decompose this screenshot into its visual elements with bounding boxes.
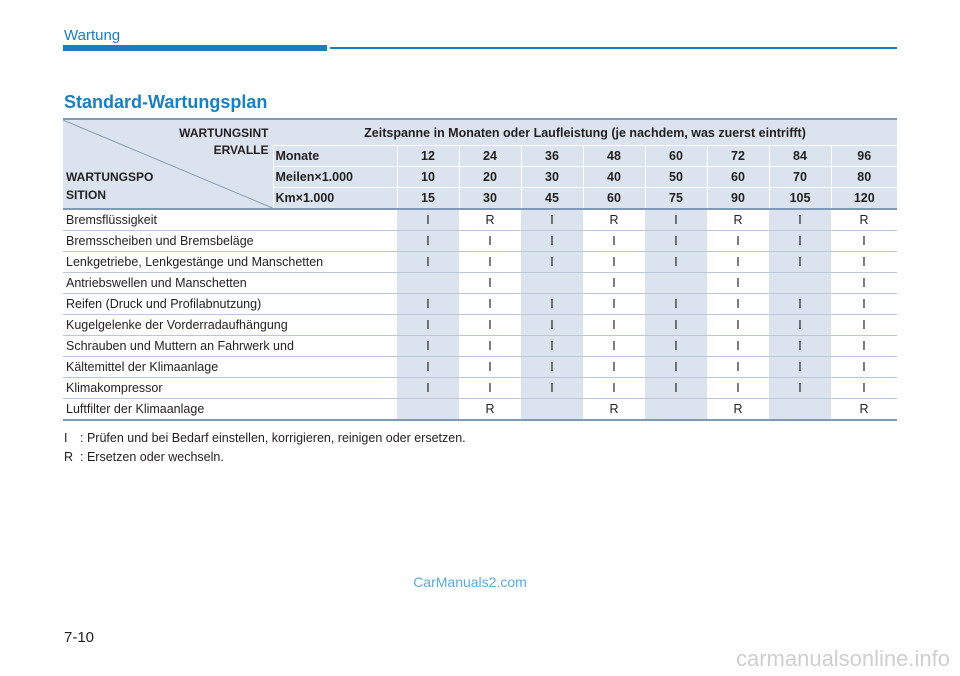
interval-value: 80 [831, 167, 897, 188]
maintenance-action-cell: I [397, 315, 459, 336]
interval-value: 70 [769, 167, 831, 188]
maintenance-table [63, 118, 897, 421]
maintenance-action-cell: I [707, 357, 769, 378]
maintenance-action-cell: I [707, 315, 769, 336]
maintenance-action-cell: R [831, 209, 897, 231]
maintenance-action-cell: I [707, 231, 769, 252]
maintenance-action-cell: I [397, 336, 459, 357]
maintenance-action-cell: R [459, 209, 521, 231]
maintenance-action-cell: I [397, 231, 459, 252]
maintenance-action-cell: I [521, 315, 583, 336]
interval-value: 15 [397, 188, 459, 210]
maintenance-action-cell: R [459, 399, 521, 421]
maintenance-action-cell: I [831, 252, 897, 273]
interval-value: 20 [459, 167, 521, 188]
maintenance-action-cell: I [645, 357, 707, 378]
maintenance-action-cell: R [707, 399, 769, 421]
interval-value: 40 [583, 167, 645, 188]
maintenance-action-cell: I [459, 315, 521, 336]
maintenance-action-cell: I [459, 357, 521, 378]
interval-value: 36 [521, 146, 583, 167]
maintenance-action-cell: R [831, 399, 897, 421]
maintenance-action-cell: I [769, 252, 831, 273]
interval-span-header: Zeitspanne in Monaten oder Laufleistung (je nachdem, was zuerst eintrifft) [273, 119, 897, 146]
maintenance-action-cell: I [397, 294, 459, 315]
table-row [63, 336, 897, 357]
maintenance-action-cell [645, 399, 707, 421]
section-label: Wartung [64, 27, 121, 44]
maintenance-action-cell: I [769, 315, 831, 336]
maintenance-action-cell: I [707, 252, 769, 273]
maintenance-action-cell: I [769, 231, 831, 252]
table-row [63, 231, 897, 252]
table-row [63, 378, 897, 399]
header-rule-thin [330, 47, 897, 49]
table-row [63, 209, 897, 231]
maintenance-action-cell: I [645, 336, 707, 357]
maintenance-item-name: Kugelgelenke der Vorderradaufhängung [63, 315, 397, 336]
interval-value: 60 [707, 167, 769, 188]
table-row [63, 315, 897, 336]
interval-value: 60 [583, 188, 645, 210]
interval-value: 60 [645, 146, 707, 167]
maintenance-action-cell: I [769, 336, 831, 357]
interval-value: 30 [459, 188, 521, 210]
maintenance-action-cell: I [459, 231, 521, 252]
maintenance-action-cell [769, 399, 831, 421]
table-row [63, 273, 897, 294]
maintenance-action-cell [397, 399, 459, 421]
interval-value: 84 [769, 146, 831, 167]
maintenance-action-cell: R [583, 209, 645, 231]
maintenance-action-cell [397, 273, 459, 294]
maintenance-action-cell: I [645, 315, 707, 336]
maintenance-action-cell: I [831, 273, 897, 294]
maintenance-action-cell: I [583, 315, 645, 336]
maintenance-item-name: Antriebswellen und Manschetten [63, 273, 397, 294]
table-row [63, 399, 897, 421]
maintenance-item-name: Luftfilter der Klimaanlage [63, 399, 397, 421]
legend-key: R [64, 450, 74, 464]
interval-row-label: Meilen×1.000 [273, 167, 397, 188]
maintenance-action-cell: I [459, 336, 521, 357]
maintenance-action-cell: R [583, 399, 645, 421]
maintenance-action-cell: I [831, 294, 897, 315]
maintenance-action-cell: I [769, 378, 831, 399]
maintenance-action-cell: I [583, 336, 645, 357]
maintenance-action-cell: I [831, 336, 897, 357]
maintenance-action-cell: I [645, 378, 707, 399]
maintenance-action-cell [521, 273, 583, 294]
maintenance-item-name: Bremsscheiben und Bremsbeläge [63, 231, 397, 252]
interval-row-label: Monate [273, 146, 397, 167]
legend-item-i [64, 431, 466, 445]
maintenance-action-cell: I [583, 378, 645, 399]
maintenance-item-name: Schrauben und Muttern an Fahrwerk und [63, 336, 397, 357]
maintenance-action-cell: I [769, 209, 831, 231]
maintenance-item-name: Lenkgetriebe, Lenkgestänge und Manschetten [63, 252, 397, 273]
maintenance-action-cell: I [645, 209, 707, 231]
footer-watermark: carmanualsonline.info [735, 646, 950, 671]
interval-value: 12 [397, 146, 459, 167]
maintenance-action-cell [521, 399, 583, 421]
maintenance-item-name: Kältemittel der Klimaanlage [63, 357, 397, 378]
maintenance-action-cell: I [707, 273, 769, 294]
maintenance-action-cell: I [769, 294, 831, 315]
interval-value: 45 [521, 188, 583, 210]
maintenance-action-cell: I [521, 209, 583, 231]
maintenance-action-cell: I [521, 294, 583, 315]
legend-key: I [64, 431, 68, 445]
interval-value: 96 [831, 146, 897, 167]
maintenance-action-cell: I [583, 252, 645, 273]
maintenance-action-cell: I [459, 273, 521, 294]
maintenance-action-cell: I [397, 357, 459, 378]
interval-value: 90 [707, 188, 769, 210]
table-row [63, 252, 897, 273]
corner-label-intervals: WARTUNGSINT ERVALLE [179, 126, 269, 157]
interval-row-label: Km×1.000 [273, 188, 397, 210]
table-corner-header [63, 119, 273, 209]
maintenance-item-name: Klimakompressor [63, 378, 397, 399]
maintenance-action-cell: I [645, 252, 707, 273]
maintenance-action-cell: I [831, 231, 897, 252]
watermark[interactable]: CarManuals2.com [413, 574, 527, 590]
maintenance-action-cell: I [397, 209, 459, 231]
maintenance-action-cell: I [707, 336, 769, 357]
interval-value: 48 [583, 146, 645, 167]
maintenance-action-cell: I [583, 273, 645, 294]
interval-value: 30 [521, 167, 583, 188]
interval-value: 10 [397, 167, 459, 188]
table-row [63, 357, 897, 378]
page-number: 7-10 [64, 629, 95, 646]
legend-text: : Ersetzen oder wechseln. [80, 450, 224, 464]
maintenance-action-cell: I [397, 378, 459, 399]
maintenance-action-cell: I [831, 378, 897, 399]
maintenance-action-cell: I [521, 231, 583, 252]
maintenance-action-cell: I [707, 378, 769, 399]
maintenance-item-name: Bremsflüssigkeit [63, 209, 397, 231]
legend-text: : Prüfen und bei Bedarf einstellen, korrigieren, reinigen oder ersetzen. [80, 431, 466, 445]
maintenance-action-cell: I [459, 252, 521, 273]
maintenance-action-cell: I [521, 378, 583, 399]
maintenance-item-name: Reifen (Druck und Profilabnutzung) [63, 294, 397, 315]
table-row [63, 294, 897, 315]
maintenance-action-cell: I [459, 294, 521, 315]
maintenance-action-cell: R [707, 209, 769, 231]
legend-item-r [64, 450, 224, 464]
header-rule-thick [63, 45, 327, 51]
interval-value: 50 [645, 167, 707, 188]
maintenance-action-cell: I [769, 357, 831, 378]
maintenance-action-cell: I [397, 252, 459, 273]
maintenance-action-cell: I [707, 294, 769, 315]
maintenance-action-cell: I [583, 231, 645, 252]
maintenance-action-cell: I [459, 378, 521, 399]
maintenance-action-cell [769, 273, 831, 294]
maintenance-action-cell: I [645, 231, 707, 252]
page-title: Standard-Wartungsplan [64, 92, 268, 112]
maintenance-action-cell: I [831, 357, 897, 378]
maintenance-action-cell: I [521, 336, 583, 357]
maintenance-action-cell [645, 273, 707, 294]
maintenance-action-cell: I [521, 357, 583, 378]
corner-label-positions: WARTUNGSPO SITION [66, 170, 154, 202]
maintenance-action-cell: I [583, 294, 645, 315]
interval-value: 72 [707, 146, 769, 167]
interval-value: 24 [459, 146, 521, 167]
maintenance-action-cell: I [645, 294, 707, 315]
interval-value: 105 [769, 188, 831, 210]
maintenance-action-cell: I [583, 357, 645, 378]
maintenance-action-cell: I [831, 315, 897, 336]
maintenance-action-cell: I [521, 252, 583, 273]
interval-value: 120 [831, 188, 897, 210]
interval-value: 75 [645, 188, 707, 210]
